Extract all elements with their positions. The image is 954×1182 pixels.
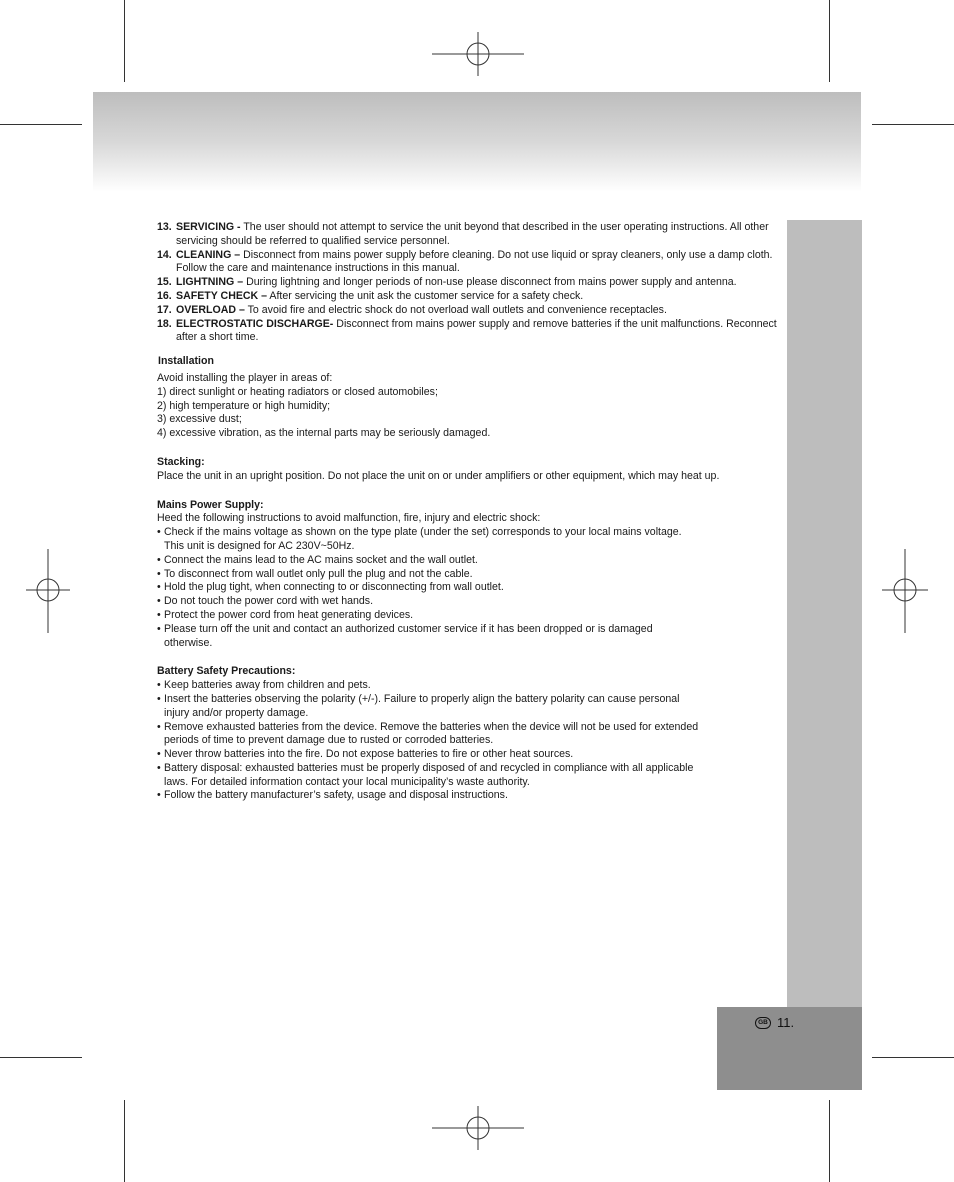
safety-item-number: 16. [157,289,172,302]
crop-mark [872,124,954,125]
battery-item-text: Battery disposal: exhausted batteries must be properly disposed of and recycled in compliance with all applicable laws. For detailed information contact your local municipality’s waste authority. [164,761,694,788]
mains-heading: Mains Power Supply: [157,498,264,511]
safety-item-text [176,249,777,277]
bullet-icon: • [157,761,161,774]
bullet-icon: • [157,692,161,705]
safety-item-title: LIGHTNING – [176,276,244,289]
header-band [93,92,861,192]
side-tab [787,220,862,1010]
bullet-icon: • [157,526,161,539]
installation-intro: Avoid installing the player in areas of: [157,371,333,384]
safety-item-text [176,290,777,304]
installation-list [157,386,777,441]
crop-mark [124,0,125,82]
safety-item-title: ELECTROSTATIC DISCHARGE- [176,317,334,330]
stacking-text: Place the unit in an upright position. Do not place the unit on or under amplifiers or other equipment, which may heat up. [157,469,720,482]
crop-mark [124,1100,125,1182]
mains-item [157,595,697,609]
battery-item [157,789,702,803]
bullet-icon: • [157,567,161,580]
safety-item-body: During lightning and longer periods of non-use please disconnect from mains power supply and antenna. [246,276,737,289]
bullet-icon: • [157,608,161,621]
safety-item-body: Disconnect from mains power supply and remove batteries if the unit malfunctions. Reconnect after a short time. [176,317,777,344]
safety-item [157,290,777,304]
registration-mark-left [26,549,70,633]
mains-list [157,526,697,650]
registration-mark-bottom [432,1106,524,1150]
safety-item-body: After servicing the unit ask the customer service for a safety check. [269,289,584,302]
registration-mark-top [432,32,524,76]
safety-item [157,249,777,277]
safety-item [157,221,777,249]
safety-list [157,221,777,345]
battery-item-text: Remove exhausted batteries from the device. Remove the batteries when the device will not be used for extended periods of time to prevent damage due to rusted or corroded batteries. [164,720,699,747]
battery-item [157,748,702,762]
safety-item-title: CLEANING – [176,248,241,261]
mains-item-text: Connect the mains lead to the AC mains socket and the wall outlet. [164,553,478,566]
battery-item-text: Keep batteries away from children and pets. [164,679,371,692]
bullet-icon: • [157,553,161,566]
safety-item-body: To avoid fire and electric shock do not overload wall outlets and convenience receptacles. [247,303,667,316]
safety-item-text [176,304,777,318]
battery-heading: Battery Safety Precautions: [157,665,296,678]
bullet-icon: • [157,748,161,761]
registration-mark-right [882,549,928,633]
mains-item-text: Do not touch the power cord with wet hands. [164,595,374,608]
battery-item-text: Insert the batteries observing the polarity (+/-). Failure to properly align the battery polarity can cause personal injury and/or property damage. [164,692,680,719]
crop-mark [829,0,830,82]
mains-item [157,568,697,582]
safety-item-body: The user should not attempt to service the unit beyond that described in the user operating instructions. All other servicing should be referred to qualified service personnel. [176,221,769,247]
installation-heading: Installation [158,355,214,368]
battery-item [157,679,702,693]
mains-item [157,609,697,623]
safety-item [157,304,777,318]
mains-item-text: Check if the mains voltage as shown on the type plate (under the set) corresponds to your local mains voltage. This unit is designed for AC 230V~50Hz. [164,526,682,552]
crop-mark [872,1057,954,1058]
mains-item-text: Protect the power cord from heat generating devices. [164,608,414,621]
installation-item: 4) excessive vibration, as the internal parts may be seriously damaged. [157,427,491,440]
bullet-icon: • [157,789,161,802]
mains-item [157,581,697,595]
mains-item-text: To disconnect from wall outlet only pull the plug and not the cable. [164,567,473,580]
bullet-icon: • [157,595,161,608]
safety-item [157,276,777,290]
language-badge-gb: GB [755,1017,771,1029]
safety-item-text [176,221,777,249]
battery-item-text: Follow the battery manufacturer’s safety, usage and disposal instructions. [164,789,508,802]
safety-item-number: 17. [157,303,172,316]
safety-item-number: 14. [157,248,172,261]
bullet-icon: • [157,679,161,692]
installation-item: 2) high temperature or high humidity; [157,399,331,412]
safety-item-body: Disconnect from mains power supply before cleaning. Do not use liquid or spray cleaners, only use a damp cloth. Follow the care and maintenance instructions in this manual. [176,248,773,275]
safety-item-text [176,318,777,346]
battery-item [157,693,702,721]
crop-mark [829,1100,830,1182]
mains-intro: Heed the following instructions to avoid malfunction, fire, injury and electric shock: [157,512,541,525]
battery-item [157,762,702,790]
safety-item [157,318,777,346]
bullet-icon: • [157,720,161,733]
mains-item-text: Please turn off the unit and contact an authorized customer service if it has been dropped or is damaged otherwise. [164,622,653,649]
safety-item-number: 15. [157,276,172,289]
safety-item-number: 13. [157,221,172,233]
safety-item-title: OVERLOAD – [176,303,245,316]
bullet-icon: • [157,581,161,594]
crop-mark [0,124,82,125]
mains-item [157,526,697,554]
safety-item-title: SAFETY CHECK – [176,289,268,302]
mains-item [157,554,697,568]
battery-item-text: Never throw batteries into the fire. Do not expose batteries to fire or other heat sources. [164,748,574,761]
page-number: 11. [777,1015,795,1030]
page-footer [755,1015,794,1030]
mains-item [157,623,697,651]
bullet-icon: • [157,622,161,635]
battery-item [157,721,702,749]
safety-item-text [176,276,777,290]
safety-item-number: 18. [157,317,172,330]
safety-item-title: SERVICING - [176,221,241,233]
installation-item: 3) excessive dust; [157,413,242,426]
stacking-heading: Stacking: [157,455,205,468]
mains-item-text: Hold the plug tight, when connecting to or disconnecting from wall outlet. [164,581,504,594]
crop-mark [0,1057,82,1058]
battery-list [157,679,702,803]
installation-item: 1) direct sunlight or heating radiators or closed automobiles; [157,385,438,398]
page-content [157,221,777,803]
